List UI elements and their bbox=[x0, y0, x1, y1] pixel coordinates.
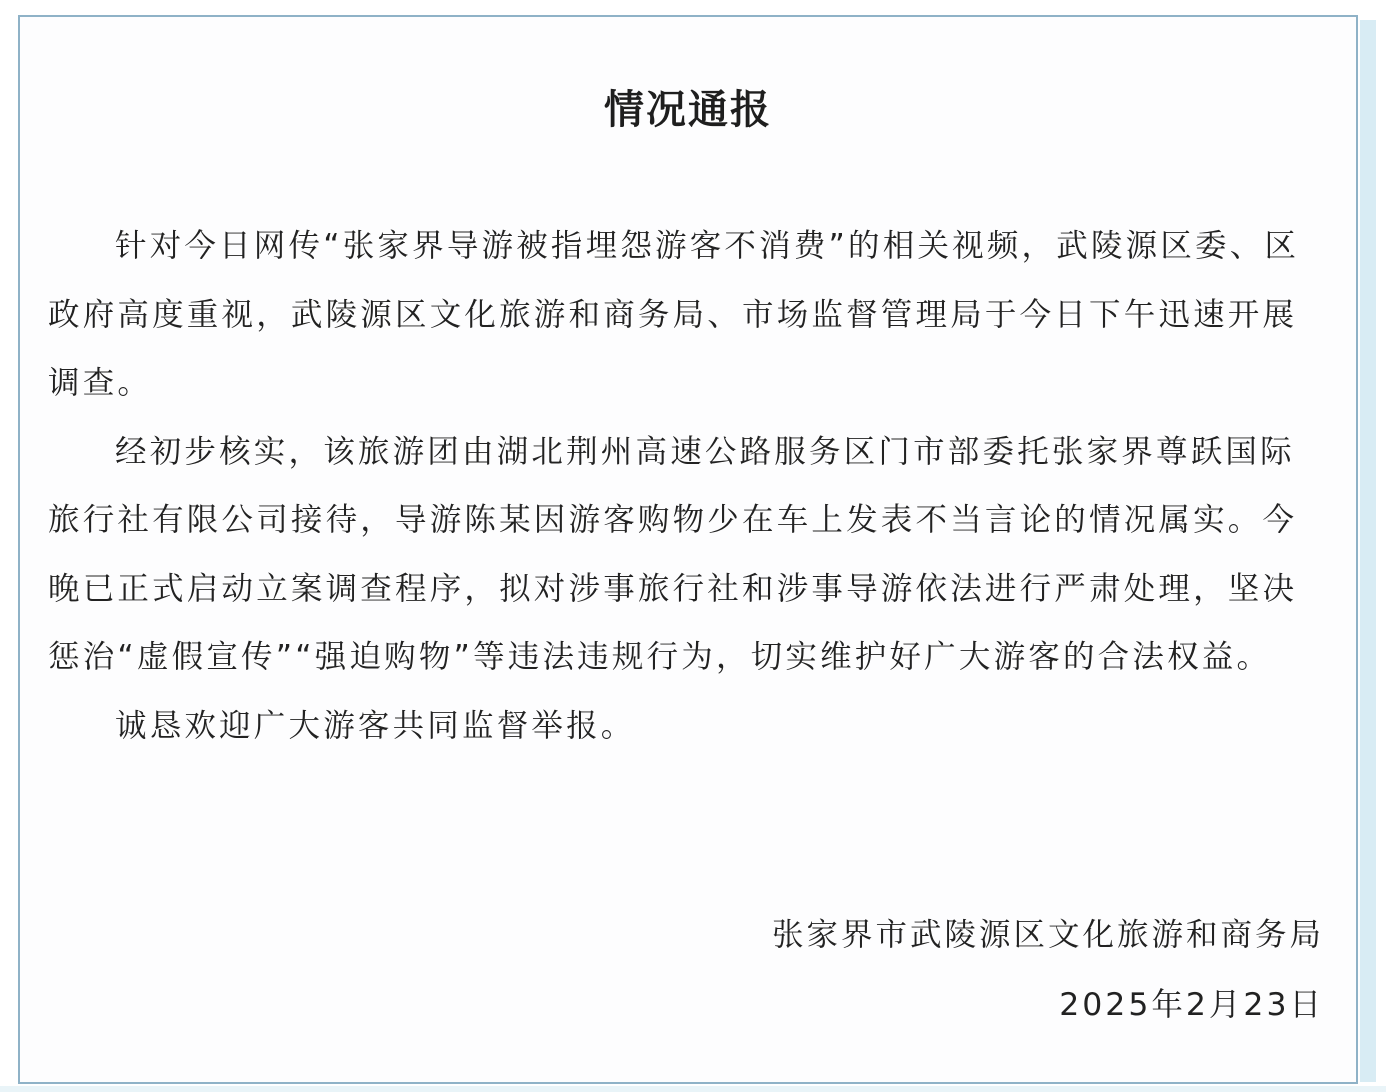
paragraph-2: 经初步核实，该旅游团由湖北荆州高速公路服务区门市部委托张家界尊跃国际旅行社有限公司接待，导游陈某因游客购物少在车上发表不当言论的情况属实。今晚已正式启动立案调查程序，拟对涉事旅行社和涉事导游依法进行严肃处理，坚决惩治“虚假宣传”“强迫购物”等违法违规行为，切实维护好广大游客的合法权益。 bbox=[48, 433, 1298, 675]
notice-body bbox=[48, 212, 1318, 760]
signature-block bbox=[772, 905, 1324, 1035]
decorative-side-strip bbox=[1360, 20, 1376, 1082]
paragraph-3: 诚恳欢迎广大游客共同监督举报。 bbox=[115, 707, 636, 744]
decorative-bottom-strip bbox=[0, 1086, 1386, 1092]
paragraph-1: 针对今日网传“张家界导游被指埋怨游客不消费”的相关视频，武陵源区委、区政府高度重视，武陵源区文化旅游和商务局、市场监督管理局于今日下午迅速开展调查。 bbox=[48, 228, 1300, 401]
notice-title: 情况通报 bbox=[604, 87, 772, 133]
issue-date: 2025年2月23日 bbox=[1059, 987, 1324, 1023]
issuer-name: 张家界市武陵源区文化旅游和商务局 bbox=[771, 917, 1324, 953]
